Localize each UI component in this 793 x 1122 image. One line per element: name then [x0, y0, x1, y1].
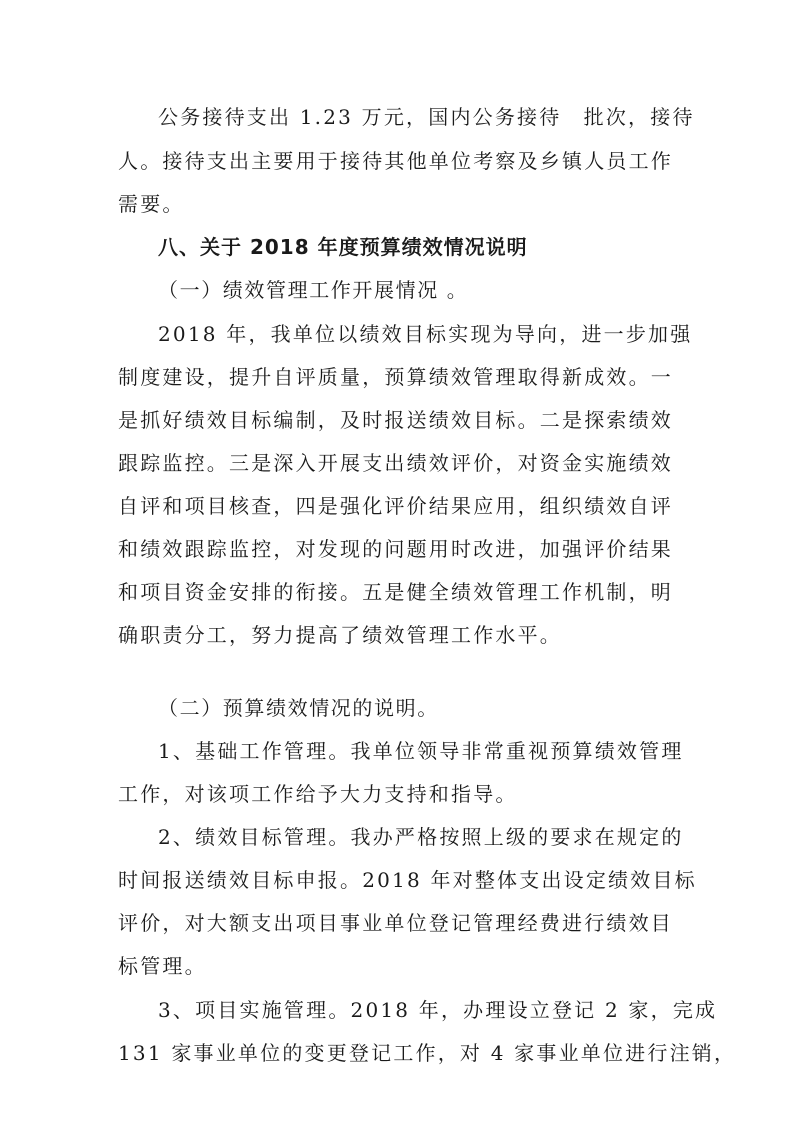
text-line: 和绩效跟踪监控，对发现的问题用时改进，加强评价结果 [118, 537, 673, 561]
text-line: 131 家事业单位的变更登记工作，对 4 家事业单位进行注销， [118, 1041, 737, 1065]
text-line: 评价，对大额支出项目事业单位登记管理经费进行绩效目 [118, 911, 673, 935]
text-line: 标管理。 [118, 954, 207, 978]
text-line: 是抓好绩效目标编制，及时报送绩效目标。二是探索绩效 [118, 408, 673, 432]
sub-heading: （一）绩效管理工作开展情况 。 [158, 278, 469, 302]
text-line: 跟踪监控。三是深入开展支出绩效评价，对资金实施绩效 [118, 451, 673, 475]
text-line: 确职责分工，努力提高了绩效管理工作水平。 [118, 623, 562, 647]
text-line: 制度建设，提升自评质量，预算绩效管理取得新成效。一 [118, 365, 673, 389]
text-line: 公务接待支出 1.23 万元，国内公务接待 批次，接待 [158, 105, 695, 129]
text-line: 人。接待支出主要用于接待其他单位考察及乡镇人员工作 [118, 149, 673, 173]
text-line: 需要。 [118, 192, 185, 216]
text-line: 2018 年，我单位以绩效目标实现为导向，进一步加强 [158, 322, 693, 346]
text-line: 自评和项目核查，四是强化评价结果应用，组织绩效自评 [118, 494, 673, 518]
text-line: 时间报送绩效目标申报。2018 年对整体支出设定绩效目标 [118, 868, 697, 892]
text-line: 3、项目实施管理。2018 年，办理设立登记 2 家，完成 [158, 998, 718, 1022]
section-heading: 八、关于 2018 年度预算绩效情况说明 [158, 235, 528, 259]
text-line: 1、基础工作管理。我单位领导非常重视预算绩效管理 [158, 739, 684, 763]
text-line: 2、绩效目标管理。我办严格按照上级的要求在规定的 [158, 825, 684, 849]
text-line: 工作，对该项工作给予大力支持和指导。 [118, 782, 518, 806]
text-line: 和项目资金安排的衔接。五是健全绩效管理工作机制，明 [118, 580, 673, 604]
sub-heading: （二）预算绩效情况的说明。 [158, 696, 439, 720]
